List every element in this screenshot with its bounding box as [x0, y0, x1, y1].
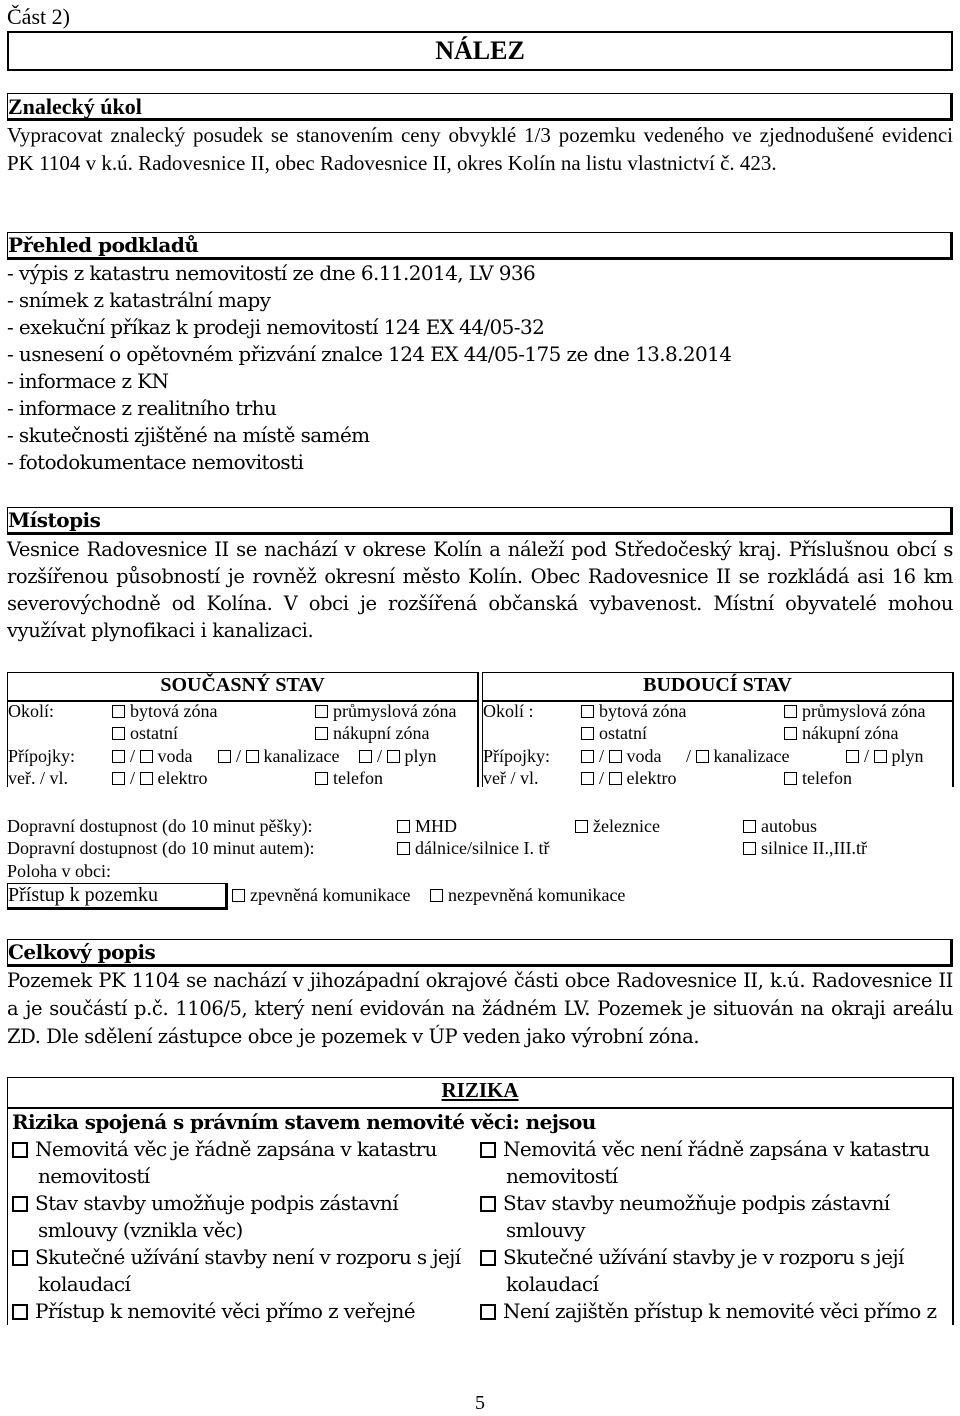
checkbox-icon[interactable]: [846, 750, 859, 763]
ver-label: veř. / vl.: [8, 768, 68, 788]
sources-item: - fotodokumentace nemovitosti: [7, 450, 304, 474]
checkbox-icon[interactable]: [246, 750, 259, 763]
task-heading-box: [7, 93, 953, 121]
checkbox-icon[interactable]: [315, 705, 328, 718]
sources-item: - informace z KN: [7, 369, 169, 393]
checkbox-icon[interactable]: [609, 750, 622, 763]
option-unpaved[interactable]: nezpevněná komunikace: [430, 885, 625, 906]
risks-heading: RIZIKA: [441, 1078, 519, 1102]
sources-heading: Přehled podkladů: [8, 233, 199, 257]
checkbox-icon[interactable]: [140, 750, 153, 763]
checkbox-icon[interactable]: [218, 750, 231, 763]
checkbox-icon[interactable]: [581, 727, 594, 740]
checkbox-icon[interactable]: [743, 820, 756, 833]
current-sewer[interactable]: / kanalizace: [218, 746, 339, 767]
option-highway[interactable]: dálnice/silnice I. tř: [397, 838, 549, 859]
current-shopping[interactable]: nákupní zóna: [315, 723, 429, 744]
checkbox-icon[interactable]: [480, 1196, 496, 1212]
risk-right-2[interactable]: Stav stavby neumožňuje podpis zástavní: [480, 1190, 890, 1217]
location-text: Vesnice Radovesnice II se nachází v okrese Kolín a náleží pod Středočeský kraj. Příslušnou obcí s rozšířenou působností je rovněž okresní město Kolín. Obec Radovesnice II se rozkládá asi 16 km severovýchodně od Kolína. V obci je rozšířená občanská vybavenost. Místní obyvatelé mohou využívat plynofikaci i kanalizaci.: [7, 538, 953, 642]
future-water[interactable]: / voda: [581, 746, 662, 767]
risk-left-2-cont: smlouvy (vznikla věc): [38, 1218, 243, 1242]
current-gas[interactable]: / plyn: [359, 746, 437, 767]
sources-item: - informace z realitního trhu: [7, 396, 277, 420]
checkbox-icon[interactable]: [575, 820, 588, 833]
checkbox-icon[interactable]: [480, 1142, 496, 1158]
location-heading-box: [7, 507, 953, 535]
risks-subheading: Rizika spojená s právním stavem nemovité věci: nejsou: [12, 1110, 596, 1134]
checkbox-icon[interactable]: [359, 750, 372, 763]
description-text: Pozemek PK 1104 se nachází v jihozápadní okrajové části obce Radovesnice II, k.ú. Radovesnice II a je součástí p.č. 1106/5, který není evidován na žádném LV. Pozemek je situován na okraji areálu ZD. Dle sdělení zástupce obce je pozemek v ÚP veden jako výrobní zóna.: [7, 969, 953, 1048]
future-industrial[interactable]: průmyslová zóna: [784, 701, 925, 722]
pripojky-label: Přípojky:: [8, 746, 76, 766]
risk-right-2-cont: smlouvy: [506, 1218, 585, 1242]
checkbox-icon[interactable]: [12, 1304, 28, 1320]
option-paved[interactable]: zpevněná komunikace: [232, 885, 410, 906]
checkbox-icon[interactable]: [12, 1196, 28, 1212]
okoli-label: Okolí:: [8, 701, 55, 721]
checkbox-icon[interactable]: [397, 820, 410, 833]
checkbox-icon[interactable]: [784, 727, 797, 740]
checkbox-icon[interactable]: [784, 705, 797, 718]
checkbox-icon[interactable]: [581, 705, 594, 718]
risk-left-1-cont: nemovitostí: [38, 1164, 150, 1188]
ver-label-future: veř / vl.: [483, 768, 539, 788]
current-residential[interactable]: bytová zóna: [112, 701, 217, 722]
checkbox-icon[interactable]: [12, 1250, 28, 1266]
sources-item: - usnesení o opětovném přizvání znalce 124 EX 44/05-175 ze dne 13.8.2014: [7, 342, 732, 366]
position-label: Poloha v obci:: [7, 861, 111, 881]
current-industrial[interactable]: průmyslová zóna: [315, 701, 456, 722]
title-box: [7, 31, 953, 71]
risk-right-3[interactable]: Skutečné užívání stavby je v rozporu s její: [480, 1244, 904, 1271]
option-bus[interactable]: autobus: [743, 816, 817, 837]
checkbox-icon[interactable]: [140, 772, 153, 785]
checkbox-icon[interactable]: [387, 750, 400, 763]
description-heading: Celkový popis: [8, 940, 156, 964]
current-electricity[interactable]: / elektro: [112, 768, 208, 789]
future-shopping[interactable]: nákupní zóna: [784, 723, 898, 744]
future-other[interactable]: ostatní: [581, 723, 647, 744]
car-label: Dopravní dostupnost (do 10 minut autem):: [7, 838, 315, 858]
future-status-heading: BUDOUCÍ STAV: [643, 674, 792, 696]
risk-left-3-cont: kolaudací: [38, 1272, 131, 1296]
risk-right-4[interactable]: Není zajištěn přístup k nemovité věci přímo z: [480, 1298, 936, 1325]
future-sewer[interactable]: / kanalizace: [686, 746, 790, 766]
checkbox-icon[interactable]: [480, 1250, 496, 1266]
task-heading: Znalecký úkol: [8, 94, 142, 119]
pripojky-label-future: Přípojky:: [483, 746, 551, 766]
future-gas[interactable]: / plyn: [846, 746, 924, 767]
checkbox-icon[interactable]: [581, 750, 594, 763]
access-label: Přístup k pozemku: [8, 884, 158, 906]
risk-left-1[interactable]: Nemovitá věc je řádně zapsána v katastru: [12, 1136, 437, 1163]
sources-item: - výpis z katastru nemovitostí ze dne 6.11.2014, LV 936: [7, 261, 536, 285]
location-heading: Místopis: [8, 508, 101, 532]
checkbox-icon[interactable]: [784, 772, 797, 785]
access-label-box: [7, 883, 228, 910]
walk-label: Dopravní dostupnost (do 10 minut pěšky):: [7, 816, 313, 836]
risk-left-3[interactable]: Skutečné užívání stavby není v rozporu s její: [12, 1244, 461, 1271]
current-status-heading: SOUČASNÝ STAV: [160, 674, 325, 696]
current-phone[interactable]: telefon: [315, 768, 383, 789]
future-electricity[interactable]: / elektro: [581, 768, 677, 789]
page-number: 5: [475, 1392, 485, 1414]
current-water[interactable]: / voda: [112, 746, 193, 767]
option-road[interactable]: silnice II.,III.tř: [743, 838, 867, 859]
future-residential[interactable]: bytová zóna: [581, 701, 686, 722]
part-label: Část 2): [7, 4, 70, 29]
task-text: Vypracovat znalecký posudek se stanovením ceny obvyklé 1/3 pozemku vedeného ve zjednodušené evidenci PK 1104 v k.ú. Radovesnice II, obec Radovesnice II, okres Kolín na listu vlastnictví č. 423.: [7, 123, 953, 175]
page-title: NÁLEZ: [435, 36, 525, 65]
sources-item: - snímek z katastrální mapy: [7, 288, 271, 312]
sources-item: - skutečnosti zjištěné na místě samém: [7, 423, 370, 447]
checkbox-icon[interactable]: [112, 772, 125, 785]
checkbox-icon[interactable]: [430, 889, 443, 902]
option-railway[interactable]: železnice: [575, 816, 660, 837]
checkbox-icon[interactable]: [112, 705, 125, 718]
checkbox-icon[interactable]: [397, 842, 410, 855]
okoli-label-future: Okolí :: [483, 701, 534, 721]
risk-left-2[interactable]: Stav stavby umožňuje podpis zástavní: [12, 1190, 398, 1217]
checkbox-icon[interactable]: [232, 889, 245, 902]
risk-left-4[interactable]: Přístup k nemovité věci přímo z veřejné: [12, 1298, 415, 1325]
checkbox-icon[interactable]: [480, 1304, 496, 1320]
sources-heading-box: [7, 232, 953, 260]
risk-right-1-cont: nemovitostí: [506, 1164, 618, 1188]
risk-right-1[interactable]: Nemovitá věc není řádně zapsána v katastru: [480, 1136, 930, 1163]
checkbox-icon[interactable]: [315, 772, 328, 785]
current-other[interactable]: ostatní: [112, 723, 178, 744]
sources-item: - exekuční příkaz k prodeji nemovitostí 124 EX 44/05-32: [7, 315, 545, 339]
description-heading-box: [7, 939, 953, 967]
checkbox-icon[interactable]: [315, 727, 328, 740]
future-phone[interactable]: telefon: [784, 768, 852, 789]
checkbox-icon[interactable]: [581, 772, 594, 785]
checkbox-icon[interactable]: [112, 750, 125, 763]
checkbox-icon[interactable]: [696, 750, 709, 763]
checkbox-icon[interactable]: [12, 1142, 28, 1158]
option-mhd[interactable]: MHD: [397, 816, 457, 837]
checkbox-icon[interactable]: [743, 842, 756, 855]
risk-right-3-cont: kolaudací: [506, 1272, 599, 1296]
checkbox-icon[interactable]: [112, 727, 125, 740]
checkbox-icon[interactable]: [609, 772, 622, 785]
checkbox-icon[interactable]: [874, 750, 887, 763]
